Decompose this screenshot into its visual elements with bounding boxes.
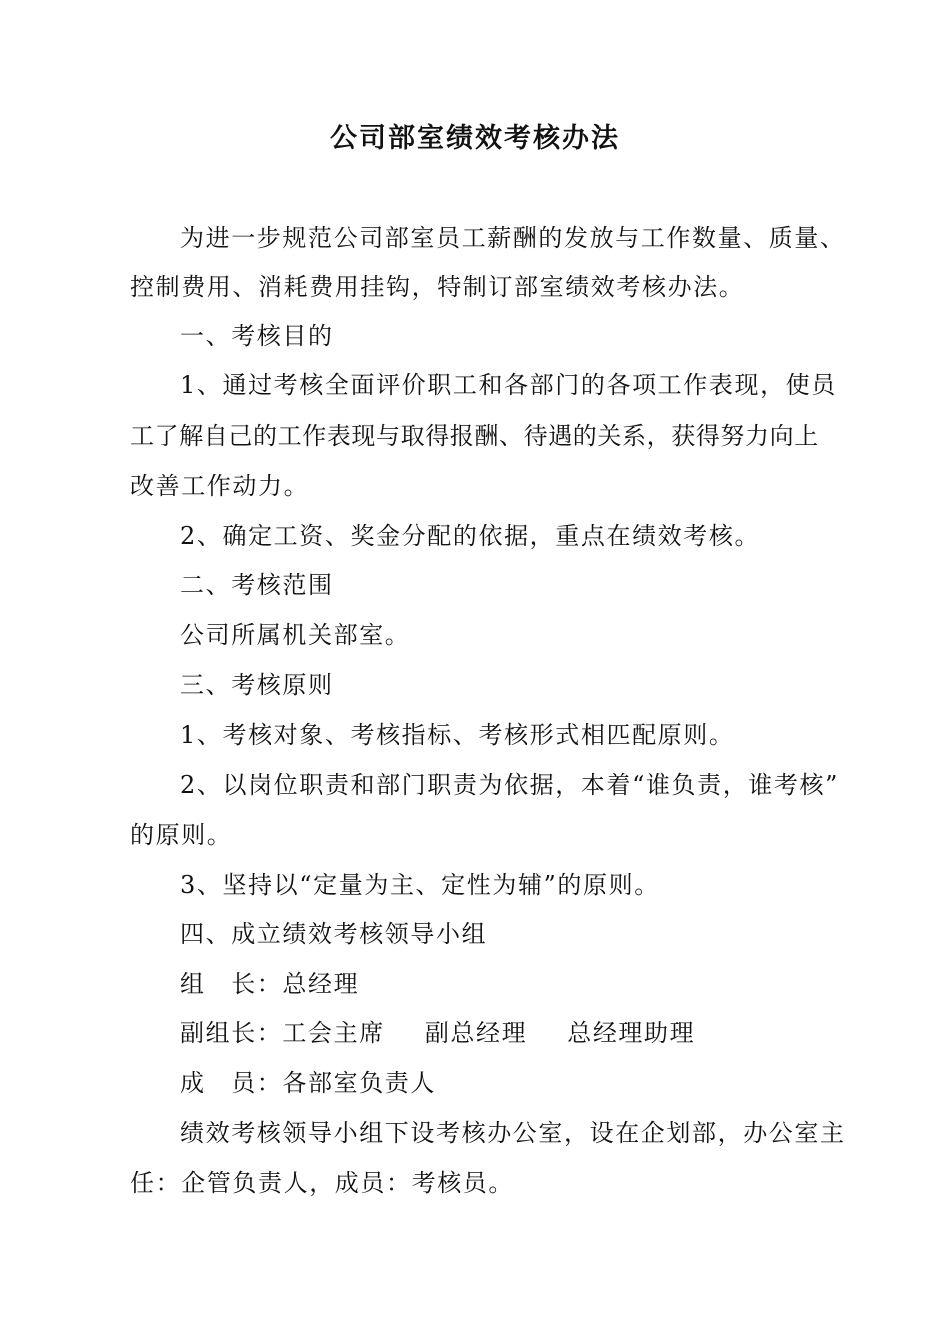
- deputy-leader-name: 副总经理: [424, 1019, 528, 1047]
- paragraph-line: 工了解自己的工作表现与取得报酬、待遇的关系，获得努力向上: [130, 422, 819, 450]
- paragraph-line: 任：企管负责人，成员：考核员。: [130, 1169, 514, 1197]
- section-heading: 三、考核原则: [180, 671, 334, 699]
- paragraph-line: 3、坚持以“定量为主、定性为辅”的原则。: [180, 871, 660, 899]
- deputy-leader-name: 总经理助理: [567, 1019, 696, 1047]
- paragraph-line: 为进一步规范公司部室员工薪酬的发放与工作数量、质量、: [180, 224, 846, 252]
- deputy-leader-row: [180, 1015, 840, 1051]
- paragraph-line: 的原则。: [130, 821, 233, 849]
- section-heading: 二、考核范围: [180, 571, 334, 599]
- section-heading: 四、成立绩效考核领导小组: [180, 920, 488, 948]
- paragraph-line: 2、以岗位职责和部门职责为依据，本着“谁负责，谁考核”: [180, 771, 840, 799]
- paragraph-line: 1、考核对象、考核指标、考核形式相匹配原则。: [180, 721, 735, 749]
- document-title: 公司部室绩效考核办法: [330, 123, 620, 154]
- deputy-leader-label: 副组长：工会主席: [180, 1019, 385, 1047]
- paragraph-line: 绩效考核领导小组下设考核办公室，设在企划部，办公室主: [180, 1119, 846, 1147]
- members-row: 成 员：各部室负责人: [180, 1069, 436, 1097]
- paragraph-line: 控制费用、消耗费用挂钩，特制订部室绩效考核办法。: [130, 273, 745, 301]
- paragraph-line: 2、确定工资、奖金分配的依据，重点在绩效考核。: [180, 522, 761, 550]
- leader-row: 组 长：总经理: [180, 970, 360, 998]
- paragraph-line: 改善工作动力。: [130, 472, 310, 500]
- paragraph-line: 1、通过考核全面评价职工和各部门的各项工作表现，使员: [180, 371, 837, 399]
- section-heading: 一、考核目的: [180, 322, 334, 350]
- paragraph-line: 公司所属机关部室。: [180, 621, 411, 649]
